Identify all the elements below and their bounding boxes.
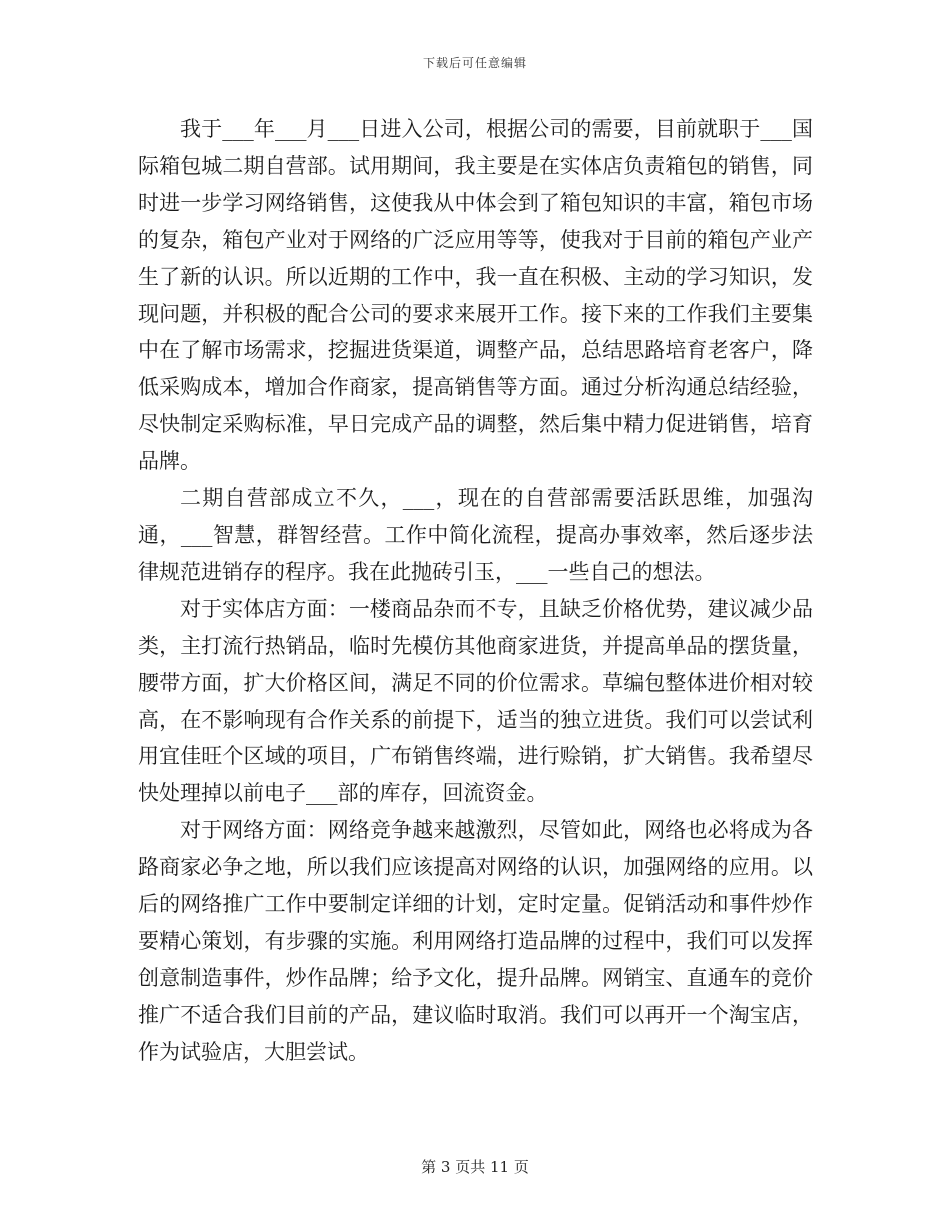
paragraph-online: 对于网络方面：网络竞争越来越激烈，尽管如此，网络也必将成为各路商家必争之地，所以我们应该提高对网络的认识，加强网络的应用。以后的网络推广工作中要制定详细的计划，定时定量。促销活动和事件炒作要精心策划，有步骤的实施。利用网络打造品牌的过程中，我们可以发挥创意制造事件，炒作品牌；给予文化，提升品牌。网销宝、直通车的竞价推广不适合我们目前的产品，建议临时取消。我们可以再开一个淘宝店，作为试验店，大胆尝试。	[138, 818, 813, 1064]
paragraph-physical-store: 对于实体店方面：一楼商品杂而不专，且缺乏价格优势，建议减少品类，主打流行热销品，临时先模仿其他商家进货，并提高单品的摆货量，腰带方面，扩大价格区间，满足不同的价位需求。草编包整体进价相对较高，在不影响现有合作关系的前提下，适当的独立进货。我们可以尝试利用宜佳旺个区域的项目，广布销售终端，进行赊销，扩大销售。我希望尽快处理掉以前电子___部的库存，回流资金。	[138, 596, 813, 806]
document-body	[138, 111, 813, 1071]
page-number: 第 3 页共 11 页	[421, 1158, 529, 1176]
paragraph-intro: 我于___年___月___日进入公司，根据公司的需要，目前就职于___国际箱包城二期自营部。试用期间，我主要是在实体店负责箱包的销售，同时进一步学习网络销售，这使我从中体会到了箱包知识的丰富，箱包市场的复杂，箱包产业对于网络的广泛应用等等，使我对于目前的箱包产业产生了新的认识。所以近期的工作中，我一直在积极、主动的学习知识，发现问题，并积极的配合公司的要求来展开工作。接下来的工作我们主要集中在了解市场需求，挖掘进货渠道，调整产品，总结思路培育老客户，降低采购成本，增加合作商家，提高销售等方面。通过分析沟通总结经验，尽快制定采购标准，早日完成产品的调整，然后集中精力促进销售，培育品牌。	[138, 117, 813, 474]
paragraph-department: 二期自营部成立不久，___，现在的自营部需要活跃思维，加强沟通，___智慧，群智经营。工作中简化流程，提高办事效率，然后逐步法律规范进销存的程序。我在此抛砖引玉，___一些自己的想法。	[138, 486, 813, 584]
header-note: 下载后可任意编辑	[422, 56, 527, 70]
